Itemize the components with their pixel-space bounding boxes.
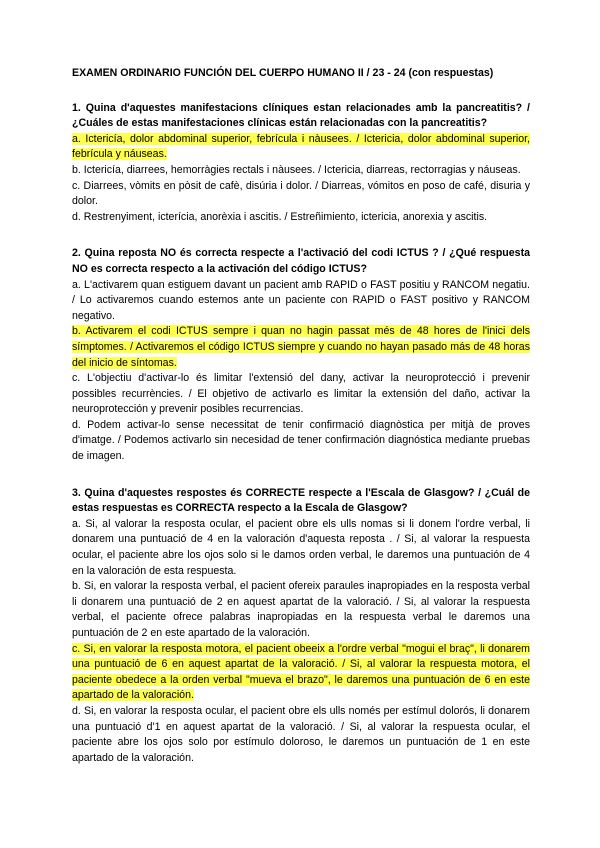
option-c: c. Diarrees, vòmits en pòsit de cafè, disúria i dolor. / Diarreas, vómitos en poso de café, disuria y dolor.: [72, 179, 530, 208]
option-d: d. Si, en valorar la resposta ocular, el pacient obre els ulls només per estímul dolorós, li donarem una puntuació d'1 en aquest apartat de la valoració. / Si, al valorar la respuesta ocular, el paciente abre los ojos solo por estímulo doloroso, le daremos un puntuación de 1 en este apartado de la valoración.: [72, 704, 530, 764]
exam-page: [72, 66, 530, 787]
answer-highlight: a. Ictericía, dolor abdominal superior, febrícula i nàusees. / Ictericia, dolor abdominal superior, febrícula y náuseas.: [72, 132, 530, 161]
answer-highlight: c. Si, en valorar la resposta motora, el pacient obeeix a l'ordre verbal "mogui el braç", li donarem una puntuació de 6 en aquest apartat de la valoració. / Si, al valorar la respuesta motora, el paciente obedece a la orden verbal "mueva el brazo", le daremos una puntuación de 6 en este apartado de la valoración.: [72, 642, 530, 702]
option-a: a. Si, al valorar la resposta ocular, el pacient obre els ulls nomas si li donem l'ordre verbal, li donarem una puntuació de 4 en la valoración d'aquesta reposta . / Si, al valorar la respuesta ocular, el paciente abre los ojos solo si le damos orden verbal, le daremos una puntuación de 4 en la valoración de esta respuesta.: [72, 517, 530, 577]
option-b: b. Ictericía, diarrees, hemorràgies rectals i nàusees. / Ictericia, diarreas, rectorragias y náuseas.: [72, 163, 521, 176]
question-3: [72, 486, 530, 767]
option-d: d. Restrenyiment, icterícia, anorèxia i ascitis. / Estreñimiento, ictericia, anorexia y ascitis.: [72, 210, 488, 223]
option-c: c. L'objectiu d'activar-lo és limitar l'extensió del dany, activar la neuroprotecció i prevenir possibles recurrències. / El objetivo de activarlo es limitar la extensión del daño, activar la neuroprotección y prevenir posibles recurrencias.: [72, 372, 530, 416]
option-d: d. Podem activar-lo sense necessitat de tenir confirmació diagnòstica per mitjà de proves d'imatge. / Podemos activarlo sin necesidad de tener confirmación diagnóstica mediante pruebas de imagen.: [72, 418, 530, 463]
question-title: 3. Quina d'aquestes respostes és CORRECTE respecte a l'Escala de Glasgow? / ¿Cuál de estas respuestas es CORRECTA respecto a la Escala de Glasgow?: [72, 486, 530, 515]
option-c: [72, 642, 530, 704]
question-title: 2. Quina reposta NO és correcta respecte a l'activació del codi ICTUS ? / ¿Qué respuesta NO es correcta respecto a la activación del código ICTUS?: [72, 247, 530, 275]
exam-title: EXAMEN ORDINARIO FUNCIÓN DEL CUERPO HUMANO II / 23 - 24 (con respuestas): [72, 67, 494, 79]
question-2: [72, 246, 530, 464]
option-b: b. Si, en valorar la resposta verbal, el pacient ofereix paraules inapropiades en la resposta verbal li donarem una puntuació de 2 en aquest apartat de la valoració. / Si, al valorar la respuesta verbal, el paciente ofrece palabras inapropiadas en la respuesta verbal le daremos una puntuación de 2 en este apartado de la valoración.: [72, 580, 530, 639]
question-1: [72, 101, 530, 226]
option-a: [72, 132, 530, 163]
option-b: [72, 324, 530, 371]
answer-highlight: b. Activarem el codi ICTUS sempre i quan no hagin passat més de 48 hores de l'inici dels símptomes. / Activaremos el código ICTUS siempre y cuando no hayan pasado más de 48 horas del inicio de síntomas.: [72, 325, 530, 369]
option-a: a. L'activarem quan estiguem davant un pacient amb RAPID o FAST positiu y RANCOM negatiu. / Lo activaremos cuando estemos ante un paciente con RAPID o FAST positivo y RANCOM negativo.: [72, 278, 530, 322]
question-title: 1. Quina d'aquestes manifestacions clíniques estan relacionades amb la pancreatitis? / ¿Cuáles de estas manifestaciones clínicas están relacionadas con la pancreatitis?: [72, 101, 530, 130]
